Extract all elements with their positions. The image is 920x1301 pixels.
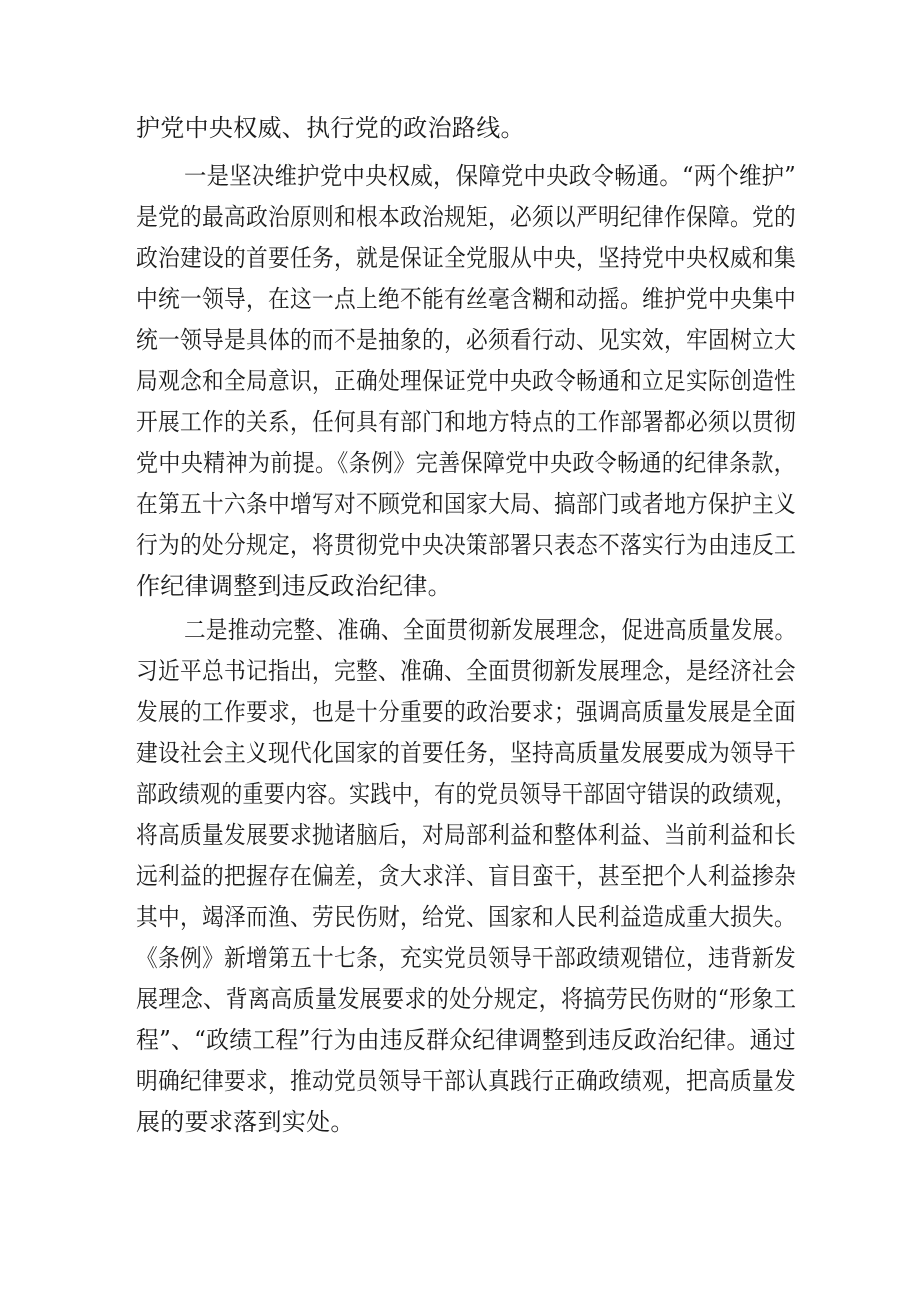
text-line: 统一领导是具体的而不是抽象的，必须看行动、见实效，牢固树立大 (136, 326, 796, 354)
text-line: 行为的处分规定，将贯彻党中央决策部署只表态不落实行为由违反工 (136, 531, 796, 559)
text-line: 明确纪律要求，推动党员领导干部认真践行正确政绩观，把高质量发 (136, 1067, 796, 1095)
text-line: 政治建设的首要任务，就是保证全党服从中央，坚持党中央权威和集 (136, 244, 796, 272)
text-line: 一是坚决维护党中央权威，保障党中央政令畅通。“两个维护” (184, 162, 796, 190)
text-line: 党中央精神为前提。《条例》完善保障党中央政令畅通的纪律条款， (136, 449, 796, 477)
text-line: 部政绩观的重要内容。实践中，有的党员领导干部固守错误的政绩观， (136, 780, 797, 808)
text-line: 开展工作的关系，任何具有部门和地方特点的工作部署都必须以贯彻 (136, 408, 796, 436)
text-line: 程”、“政绩工程”行为由违反群众纪律调整到违反政治纪律。通过 (136, 1026, 796, 1054)
text-line: 将高质量发展要求抛诸脑后，对局部利益和整体利益、当前利益和长 (136, 821, 796, 849)
text-line: 二是推动完整、准确、全面贯彻新发展理念，促进高质量发展。 (184, 616, 797, 644)
text-line: 中统一领导，在这一点上绝不能有丝毫含糊和动摇。维护党中央集中 (136, 285, 796, 313)
text-line: 在第五十六条中增写对不顾党和国家大局、搞部门或者地方保护主义 (136, 490, 796, 518)
text-line: 是党的最高政治原则和根本政治规矩，必须以严明纪律作保障。党的 (136, 203, 796, 231)
text-line: 远利益的把握存在偏差，贪大求洋、盲目蛮干，甚至把个人利益掺杂 (136, 862, 796, 890)
text-line: 护党中央权威、执行党的政治路线。 (136, 114, 525, 142)
text-line: 局观念和全局意识，正确处理保证党中央政令畅通和立足实际创造性 (136, 367, 796, 395)
text-line: 发展的工作要求，也是十分重要的政治要求；强调高质量发展是全面 (136, 698, 796, 726)
text-line: 作纪律调整到违反政治纪律。 (136, 572, 452, 600)
text-line: 展理念、背离高质量发展要求的处分规定，将搞劳民伤财的“形象工 (136, 985, 797, 1013)
text-line: 《条例》新增第五十七条，充实党员领导干部政绩观错位，违背新发 (136, 944, 796, 972)
text-line: 习近平总书记指出，完整、准确、全面贯彻新发展理念，是经济社会 (136, 657, 796, 685)
text-line: 建设社会主义现代化国家的首要任务，坚持高质量发展要成为领导干 (136, 739, 796, 767)
text-line: 展的要求落到实处。 (136, 1108, 355, 1136)
text-line: 其中，竭泽而渔、劳民伤财，给党、国家和人民利益造成重大损失。 (136, 903, 796, 931)
